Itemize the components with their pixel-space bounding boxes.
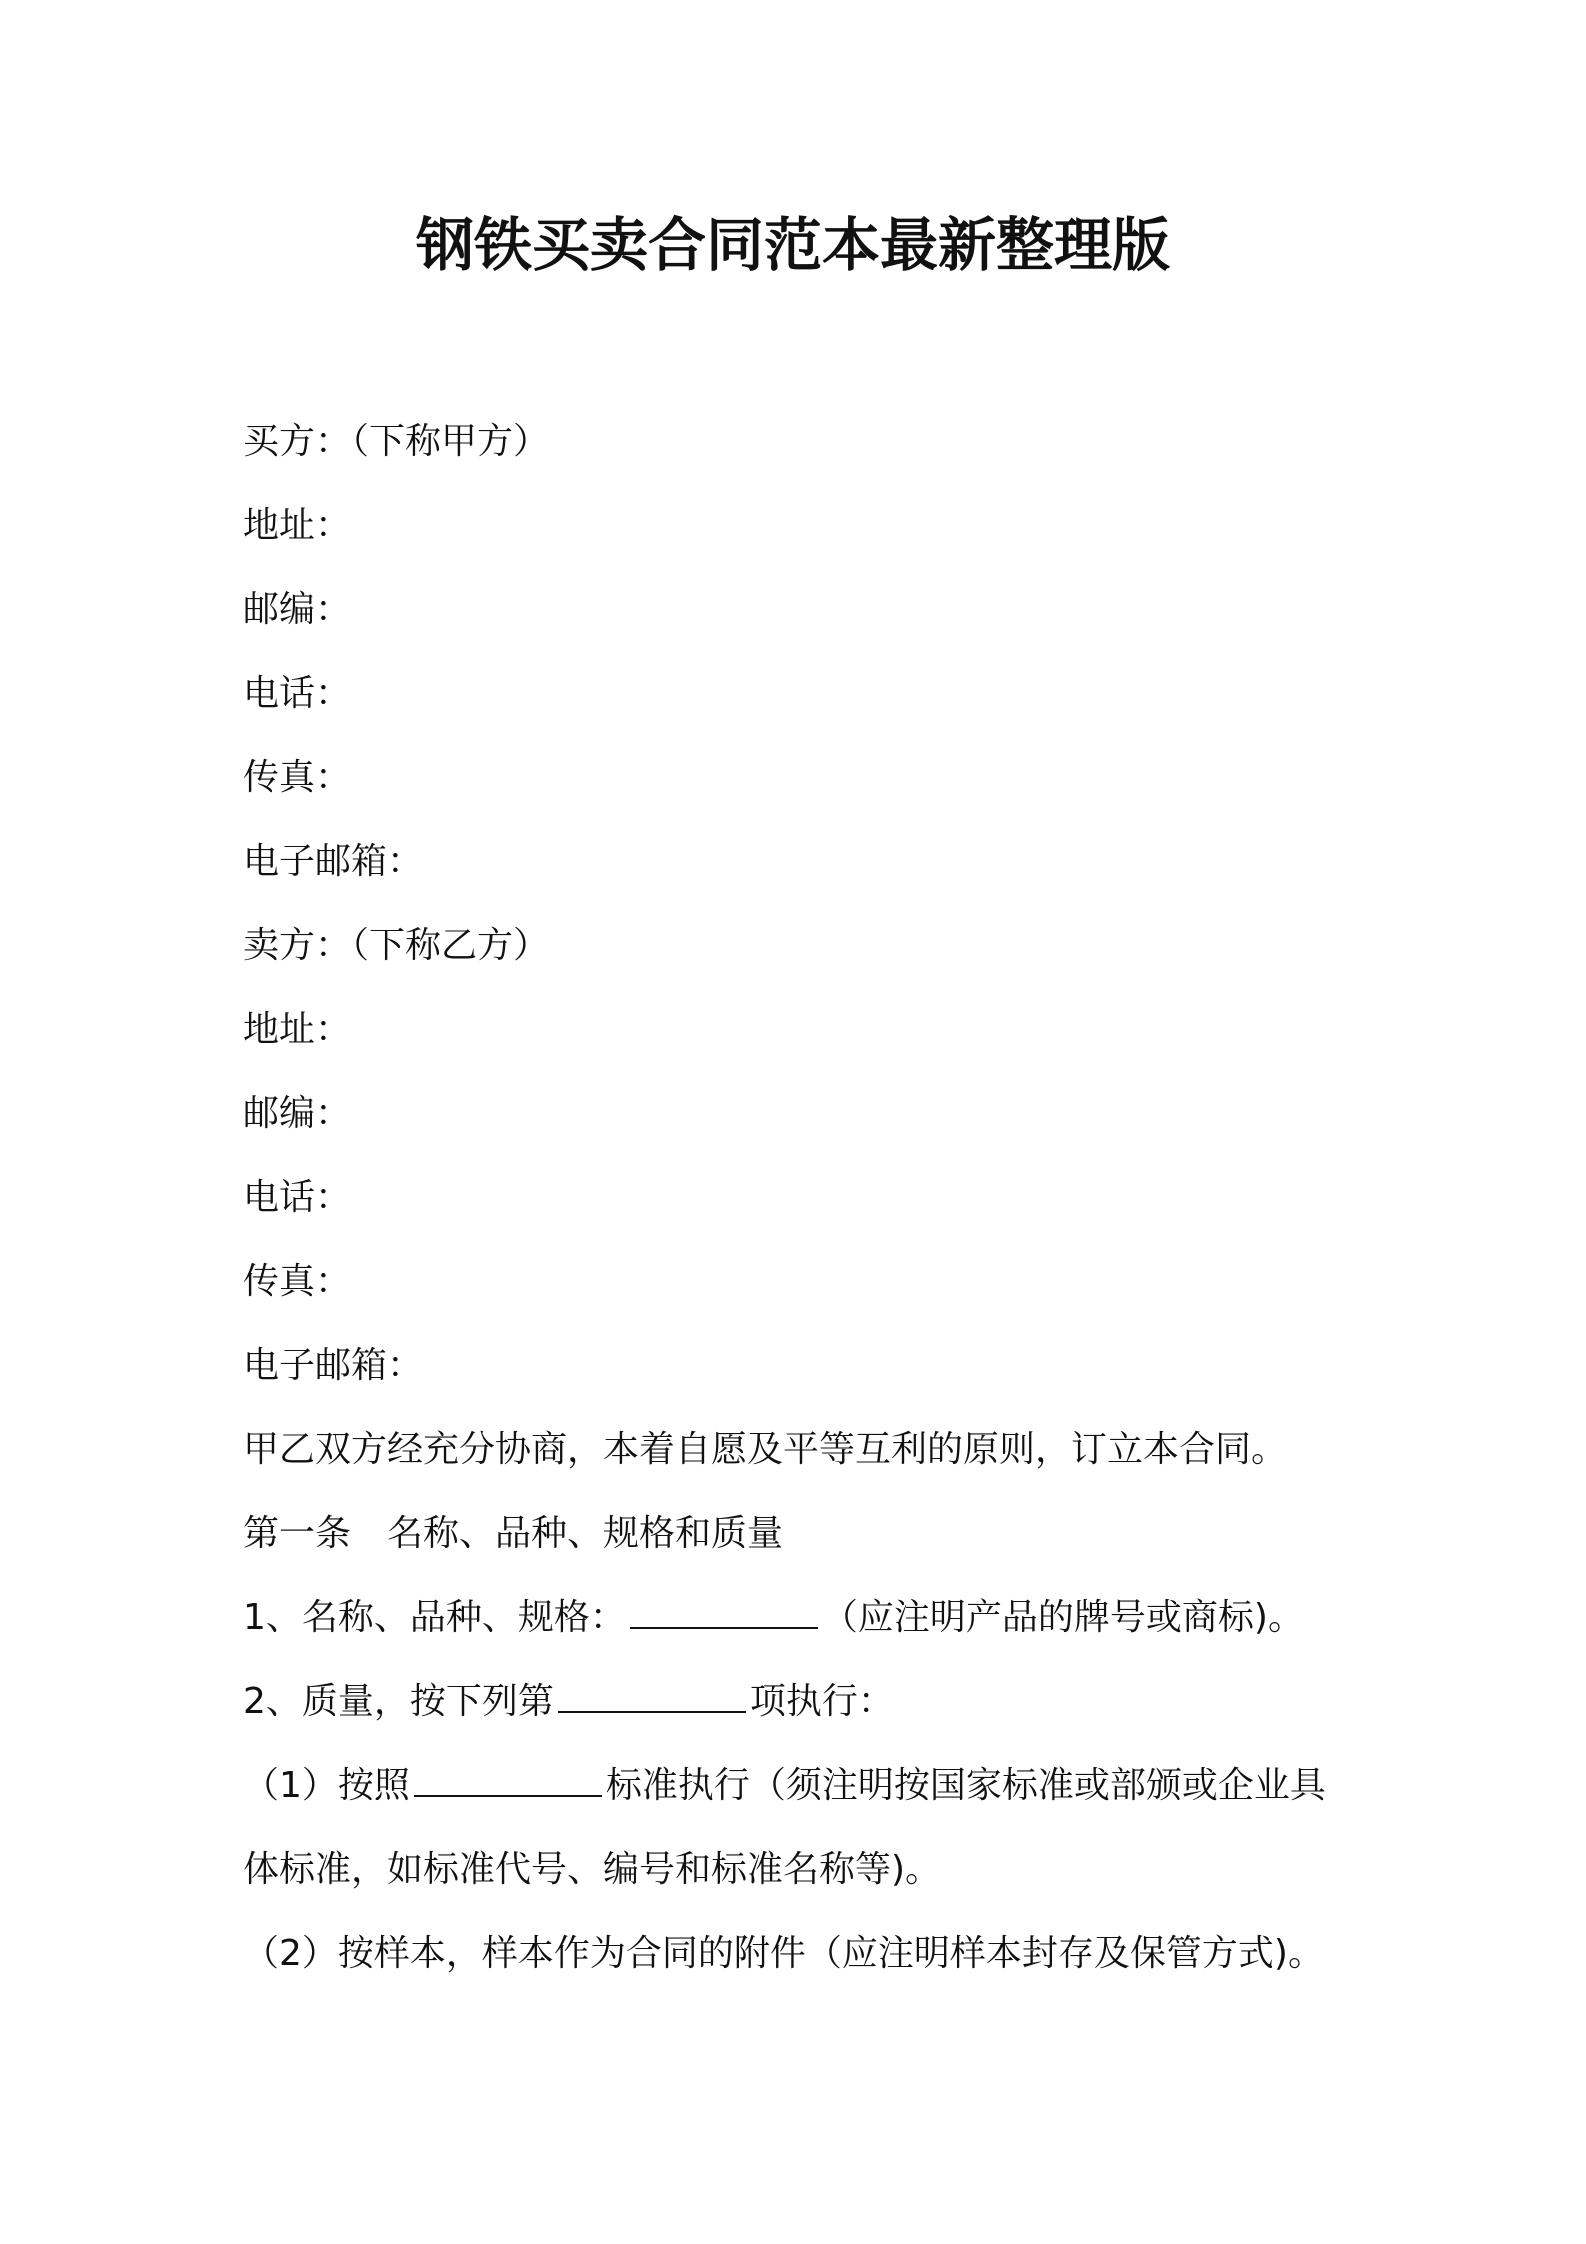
article-1-item-2 <box>243 1660 1373 1744</box>
item-2-suffix: 项执行： <box>749 1681 894 1722</box>
sub-1-prefix: （1）按照 <box>243 1765 410 1806</box>
item-1-prefix: 1、名称、品种、规格： <box>243 1597 626 1638</box>
buyer-postcode: 邮编： <box>243 589 352 630</box>
seller-address: 地址： <box>243 1009 352 1050</box>
article-1-sub-1-continued: 体标准，如标准代号、编号和标准名称等)。 <box>243 1849 942 1890</box>
seller-heading: 卖方：（下称乙方） <box>243 925 550 966</box>
seller-email: 电子邮箱： <box>243 1345 424 1386</box>
seller-fax: 传真： <box>243 1261 352 1302</box>
blank-line <box>630 1593 818 1629</box>
article-1-item-1 <box>243 1576 1373 1660</box>
seller-postcode: 邮编： <box>243 1093 352 1134</box>
blank-line <box>558 1677 746 1713</box>
buyer-address: 地址： <box>243 505 352 546</box>
article-1-heading: 第一条 名称、品种、规格和质量 <box>243 1513 784 1554</box>
article-1-sub-2: （2）按样本，样本作为合同的附件（应注明样本封存及保管方式)。 <box>243 1933 1324 1974</box>
buyer-fax: 传真： <box>243 757 352 798</box>
intro-paragraph: 甲乙双方经充分协商，本着自愿及平等互利的原则，订立本合同。 <box>243 1429 1288 1470</box>
item-1-suffix: （应注明产品的牌号或商标)。 <box>821 1597 1304 1638</box>
document-title: 钢铁买卖合同范本最新整理版 <box>415 211 1170 279</box>
buyer-phone: 电话： <box>243 673 352 714</box>
buyer-email: 电子邮箱： <box>243 841 424 882</box>
document-body <box>243 400 1373 1996</box>
article-1-sub-1 <box>243 1744 1373 1828</box>
seller-phone: 电话： <box>243 1177 352 1218</box>
blank-line <box>414 1761 602 1797</box>
item-2-prefix: 2、质量，按下列第 <box>243 1681 554 1722</box>
buyer-heading: 买方：（下称甲方） <box>243 421 550 462</box>
sub-1-suffix: 标准执行（须注明按国家标准或部颁或企业具 <box>605 1765 1326 1806</box>
